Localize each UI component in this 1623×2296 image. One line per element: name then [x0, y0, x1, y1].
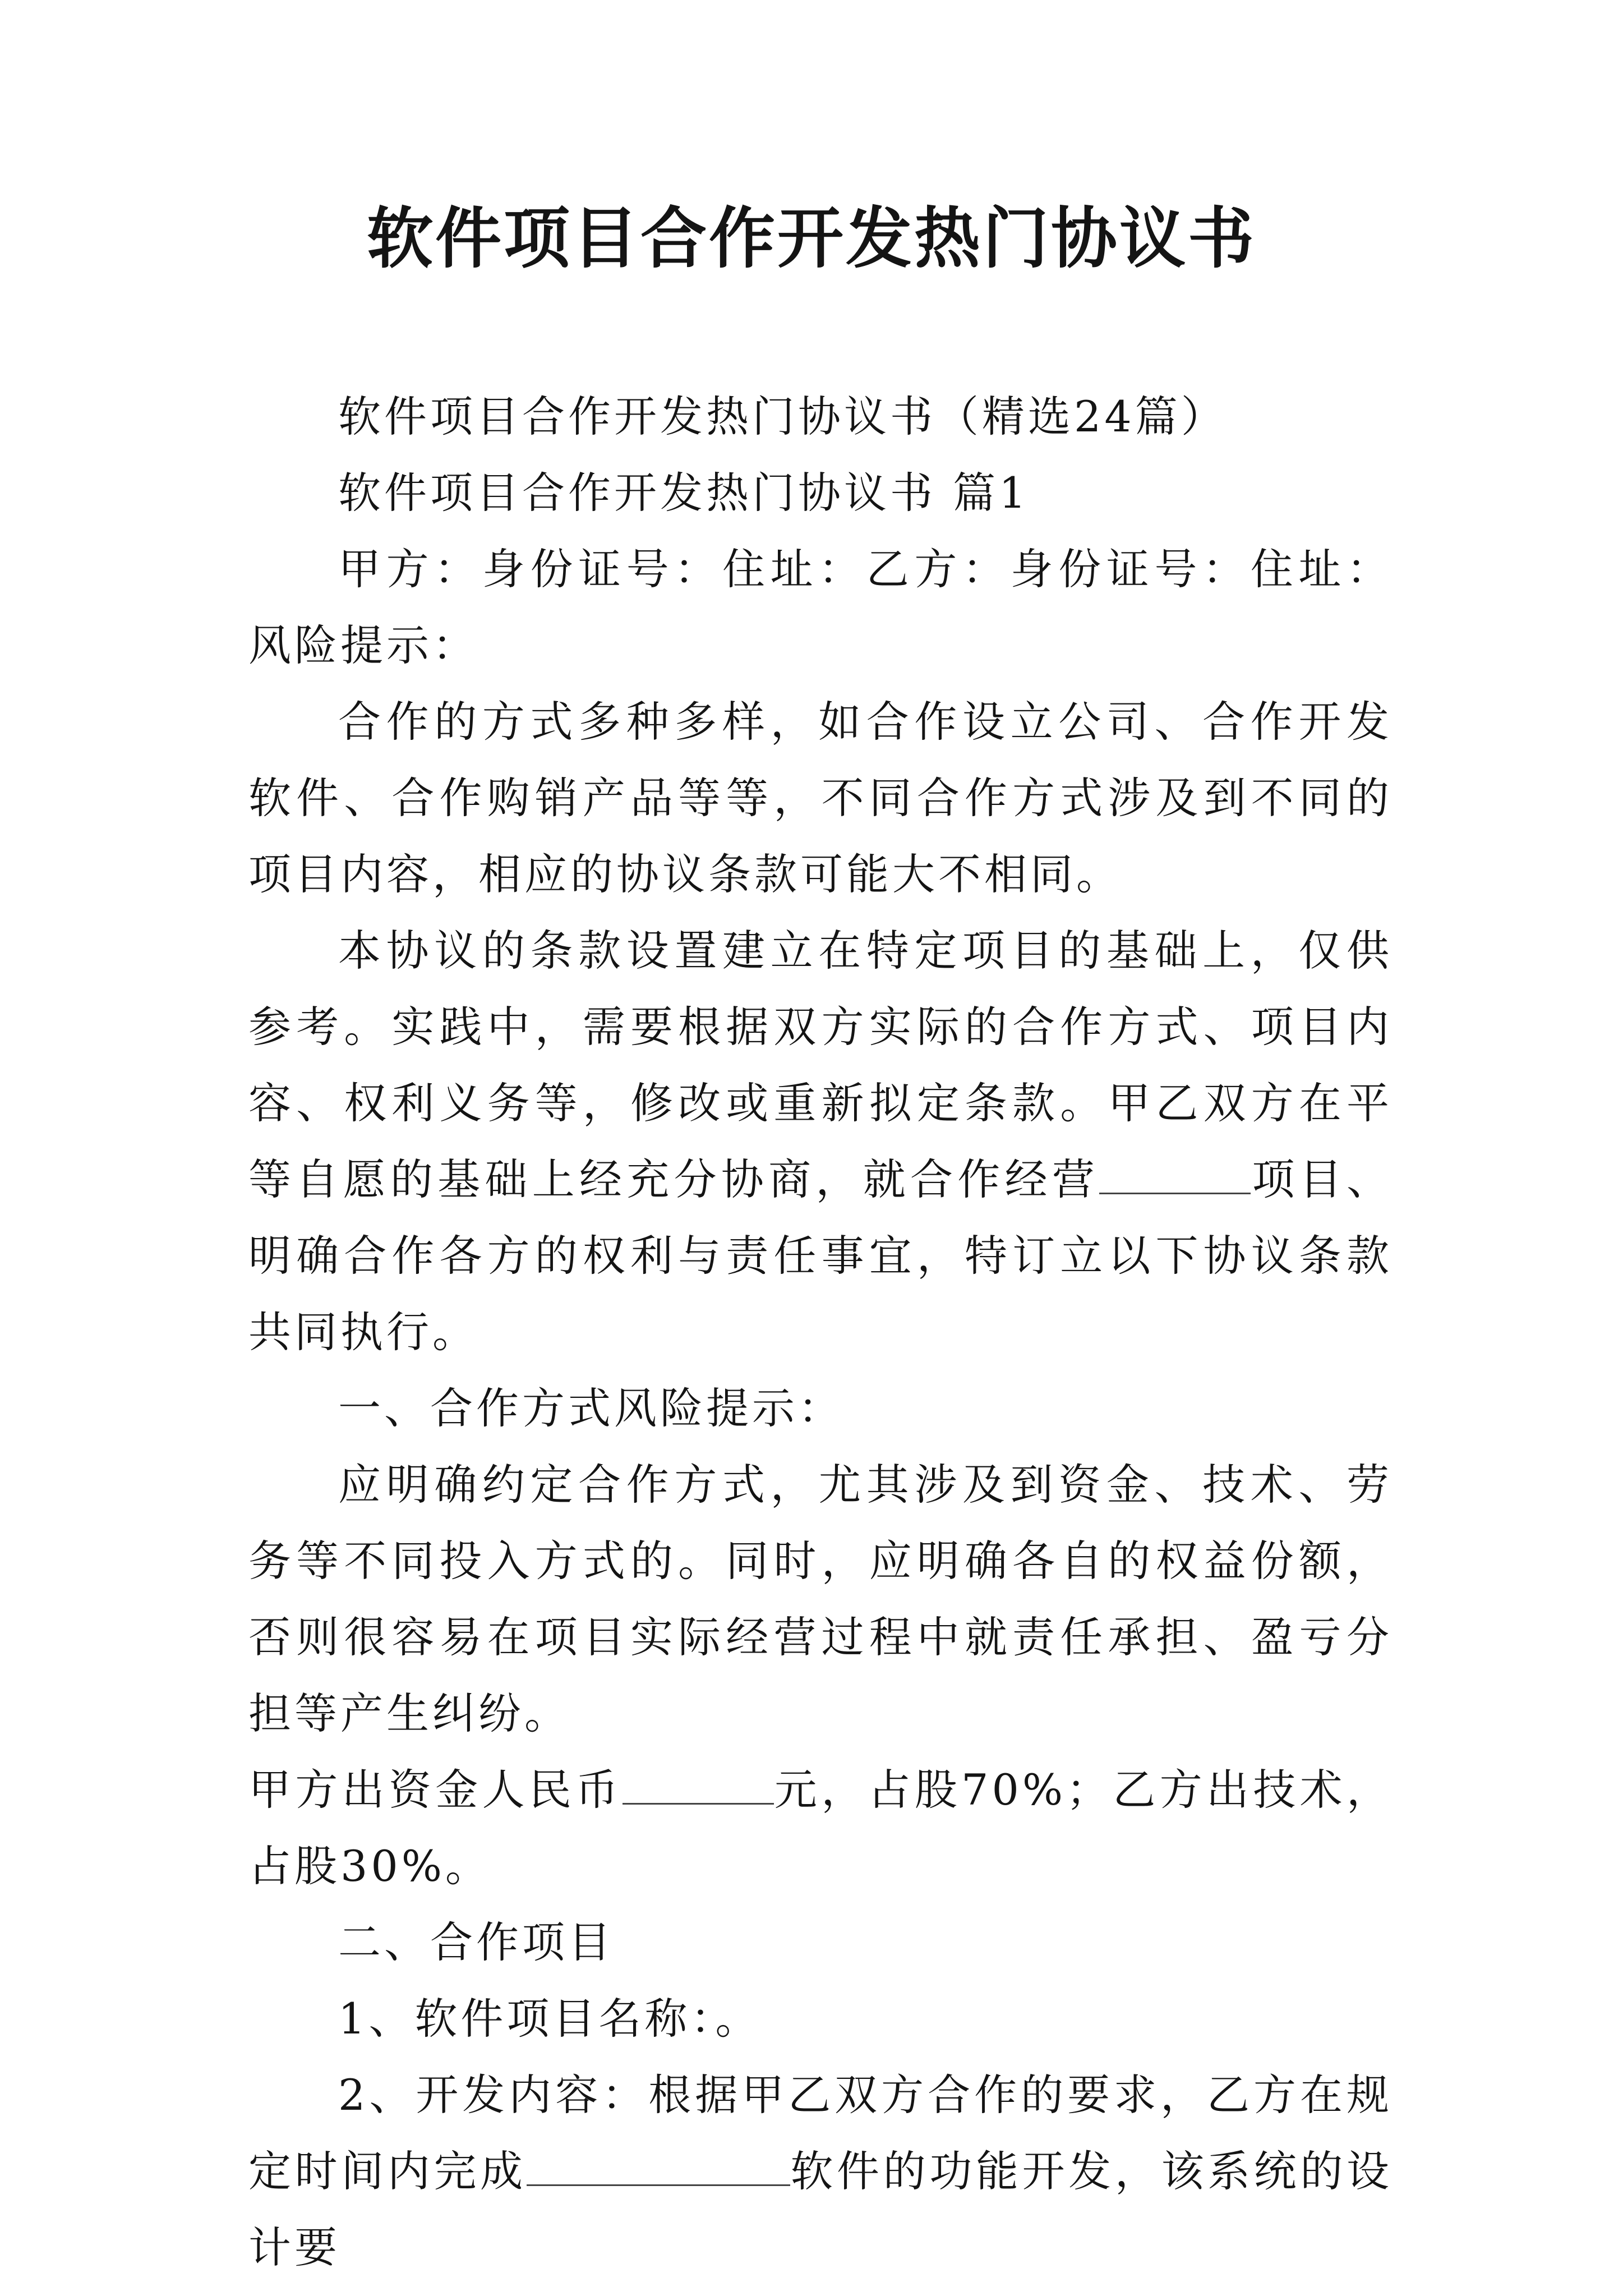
document-title: 软件项目合作开发热门协议书 — [366, 199, 1256, 277]
investment-amount-blank — [623, 1768, 774, 1805]
software-name-blank — [527, 2150, 790, 2186]
section1-heading: 一、合作方式风险提示： — [338, 1383, 844, 1433]
item1-paragraph: 1、软件项目名称：。 — [338, 1994, 762, 2044]
investment-text-start: 甲方出资金人民币 — [248, 1765, 623, 1815]
chapter-heading: 软件项目合作开发热门协议书 篇1 — [338, 468, 1030, 518]
basis-paragraph — [248, 913, 1393, 1370]
section2-heading: 二、合作项目 — [338, 1917, 614, 1967]
item2-text-start: 2、开发内容：根据甲乙双方合作的要求，乙方在规定时间内完成 — [248, 2070, 1393, 2196]
risk-paragraph: 应明确约定合作方式，尤其涉及到资金、技术、劳务等不同投入方式的。同时，应明确各自的权益份额，否则很容易在项目实际经营过程中就责任承担、盈亏分担等产生纠纷。 — [248, 1460, 1393, 1738]
item2-text-end: 软件的功能开发，该系统的设计要 — [248, 2146, 1393, 2272]
investment-paragraph — [248, 1752, 1393, 1904]
item2-paragraph — [248, 2057, 1393, 2286]
basis-text-start: 本协议的条款设置建立在特定项目的基础上，仅供参考。实践中，需要根据双方实际的合作方式、项目内容、权利义务等，修改或重新拟定条款。甲乙双方在平等自愿的基础上经充分协商，就合作经营 — [248, 926, 1393, 1204]
parties-paragraph: 甲方：身份证号：住址：乙方：身份证号：住址：风险提示： — [248, 544, 1393, 670]
project-name-blank — [1099, 1158, 1251, 1194]
basis-text-end: 项目、明确合作各方的权利与责任事宜，特订立以下协议条款共同执行。 — [248, 1154, 1393, 1357]
document-body — [248, 379, 1393, 2286]
investment-text-end: 元，占股70%；乙方出技术，占股30%。 — [248, 1765, 1393, 1891]
cooperation-paragraph: 合作的方式多种多样，如合作设立公司、合作开发软件、合作购销产品等等，不同合作方式涉及到不同的项目内容，相应的协议条款可能大不相同。 — [248, 697, 1393, 899]
subtitle-paragraph: 软件项目合作开发热门协议书（精选24篇） — [338, 392, 1227, 441]
